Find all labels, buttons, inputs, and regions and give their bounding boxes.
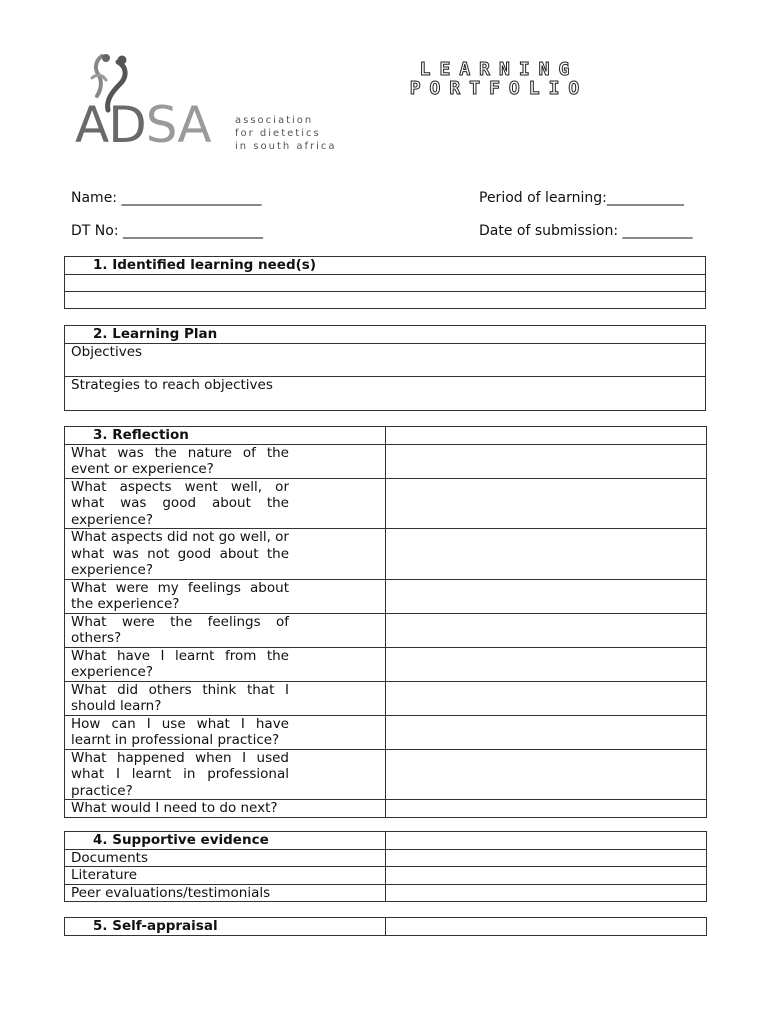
need-entry-2[interactable] [65, 291, 706, 308]
reflection-answer-2[interactable] [386, 478, 707, 529]
section-4-heading: 4. Supportive evidence [65, 832, 386, 850]
reflection-question-7: What did others think that I should learn? [65, 681, 386, 715]
reflection-answer-4[interactable] [386, 579, 707, 613]
tagline-line-3: in south africa [235, 141, 337, 152]
reflection-answer-9[interactable] [386, 749, 707, 800]
strategies-row[interactable]: Strategies to reach objectives [65, 376, 706, 410]
section-identified-needs [64, 256, 706, 309]
reflection-answer-6[interactable] [386, 647, 707, 681]
reflection-answer-header[interactable] [386, 427, 707, 445]
reflection-question-6: What have I learnt from the experience? [65, 647, 386, 681]
reflection-answer-5[interactable] [386, 613, 707, 647]
section-supportive-evidence [64, 831, 707, 902]
tagline-line-2: for dietetics [235, 128, 321, 139]
reflection-question-3: What aspects did not go well, or what was not good about the experience? [65, 529, 386, 580]
need-entry-1[interactable] [65, 274, 706, 291]
reflection-answer-8[interactable] [386, 715, 707, 749]
tagline-line-1: association [235, 115, 314, 126]
self-appraisal-answer[interactable] [386, 918, 707, 936]
reflection-question-4: What were my feelings about the experience? [65, 579, 386, 613]
evidence-answer-header[interactable] [386, 832, 707, 850]
reflection-answer-1[interactable] [386, 444, 707, 478]
period-of-learning-field[interactable]: Period of learning:___________ [479, 190, 684, 206]
section-5-heading: 5. Self-appraisal [65, 918, 386, 936]
reflection-question-10: What would I need to do next? [65, 800, 386, 818]
reflection-question-9: What happened when I used what I learnt in professional practice? [65, 749, 386, 800]
evidence-literature-answer[interactable] [386, 867, 707, 885]
title-line-1: LEARNING [419, 59, 579, 80]
evidence-documents-answer[interactable] [386, 849, 707, 867]
evidence-peer-row: Peer evaluations/testimonials [65, 884, 386, 902]
section-1-heading: 1. Identified learning need(s) [65, 257, 706, 275]
title-line-2: PORTFOLIO [409, 78, 589, 98]
name-field[interactable]: Name: ____________________ [71, 190, 262, 206]
section-self-appraisal [64, 917, 707, 936]
adsa-logo-text: ADSA [75, 96, 211, 154]
reflection-answer-7[interactable] [386, 681, 707, 715]
section-learning-plan [64, 325, 706, 411]
reflection-question-8: How can I use what I have learnt in professional practice? [65, 715, 386, 749]
dt-no-field[interactable]: DT No: ____________________ [71, 223, 263, 239]
evidence-literature-row: Literature [65, 867, 386, 885]
logo-tagline [235, 114, 337, 153]
evidence-peer-answer[interactable] [386, 884, 707, 902]
reflection-question-1: What was the nature of the event or experience? [65, 444, 386, 478]
evidence-documents-row: Documents [65, 849, 386, 867]
reflection-question-5: What were the feelings of others? [65, 613, 386, 647]
objectives-row[interactable]: Objectives [65, 343, 706, 376]
section-2-heading: 2. Learning Plan [65, 326, 706, 344]
section-3-heading: 3. Reflection [65, 427, 386, 445]
page-title [355, 58, 645, 98]
reflection-answer-10[interactable] [386, 800, 707, 818]
date-of-submission-field[interactable]: Date of submission: __________ [479, 223, 693, 239]
section-reflection [64, 426, 707, 818]
reflection-answer-3[interactable] [386, 529, 707, 580]
reflection-question-2: What aspects went well, or what was good about the experience? [65, 478, 386, 529]
